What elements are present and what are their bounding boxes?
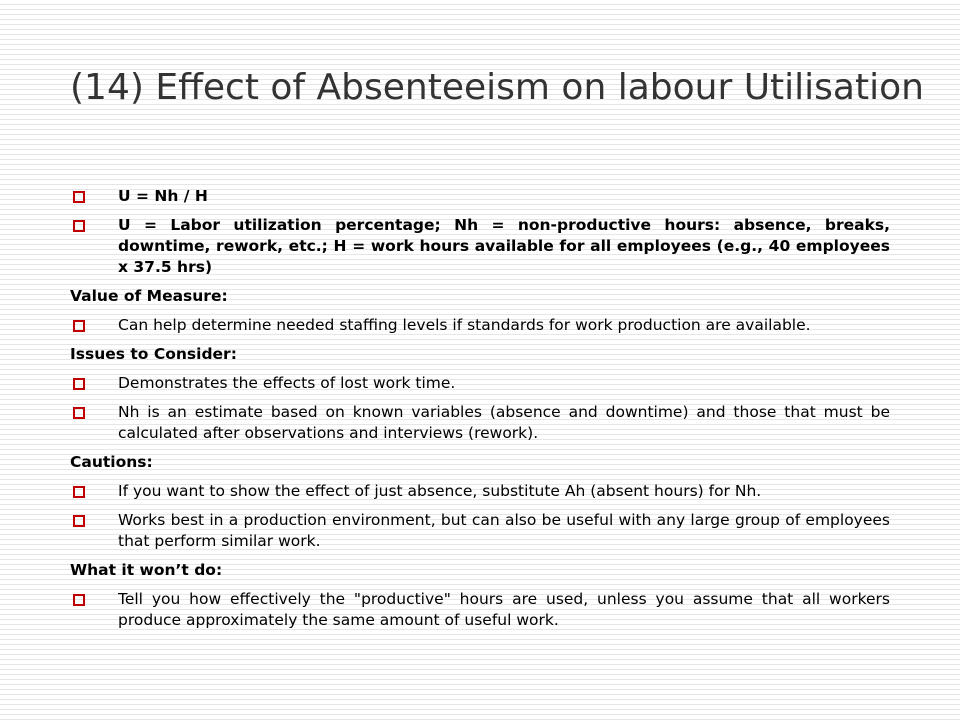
square-bullet-icon [73,220,85,232]
definitions-item [70,215,890,278]
formula-text: U = Nh / H [118,187,208,205]
issues-item-text: Demonstrates the effects of lost work time. [118,374,456,392]
wont-item [70,589,890,631]
cautions-item [70,510,890,552]
square-bullet-icon [73,407,85,419]
issues-item [70,402,890,444]
square-bullet-icon [73,191,85,203]
wont-item-text: Tell you how effectively the "productive" hours are used, unless you assume that all workers produce approximately the same amount of useful work. [118,590,890,629]
issues-item-text: Nh is an estimate based on known variables (absence and downtime) and those that must be calculated after observations and interviews (rework). [118,403,890,442]
cautions-item-text: If you want to show the effect of just absence, substitute Ah (absent hours) for Nh. [118,482,762,500]
formula-item [70,186,890,207]
issues-item [70,373,890,394]
value-item-text: Can help determine needed staffing levels if standards for work production are available. [118,316,811,334]
cautions-item [70,481,890,502]
slide-title: (14) Effect of Absenteeism on labour Utilisation [70,67,924,108]
value-item [70,315,890,336]
issues-heading: Issues to Consider: [70,345,237,363]
square-bullet-icon [73,594,85,606]
square-bullet-icon [73,515,85,527]
slide-content [70,186,890,639]
square-bullet-icon [73,486,85,498]
value-heading: Value of Measure: [70,287,228,305]
cautions-heading: Cautions: [70,453,153,471]
square-bullet-icon [73,320,85,332]
square-bullet-icon [73,378,85,390]
cautions-item-text: Works best in a production environment, but can also be useful with any large group of employees that perform similar work. [118,511,890,550]
wont-heading: What it won’t do: [70,561,223,579]
definitions-text: U = Labor utilization percentage; Nh = non-productive hours: absence, breaks, downtime, rework, etc.; H = work hours available for all employees (e.g., 40 employees x 37.5 hrs) [118,216,890,276]
